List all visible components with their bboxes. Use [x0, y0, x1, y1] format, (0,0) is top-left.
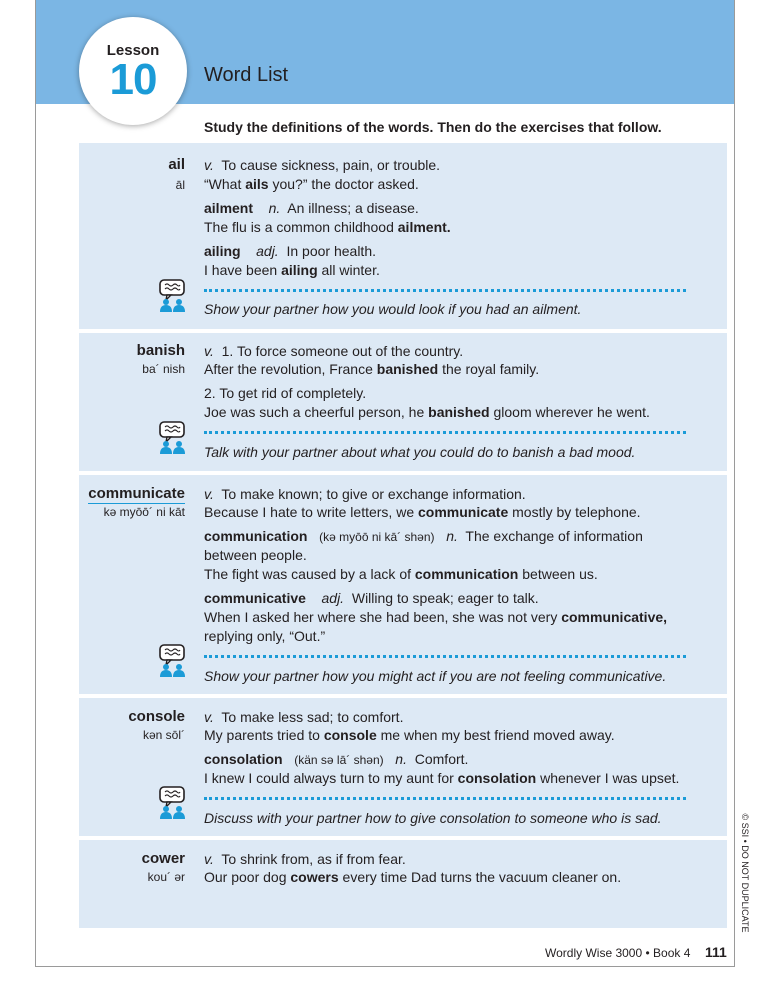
- example-text: The flu is a common childhood: [204, 219, 398, 235]
- example-word: ails: [245, 176, 269, 192]
- example-line: [204, 869, 621, 885]
- example-line: [204, 770, 679, 786]
- definition-line: [204, 200, 419, 216]
- example-text: Because I hate to write letters, we: [204, 504, 418, 520]
- example-text: every time Dad turns the vacuum cleaner on.: [338, 869, 622, 885]
- part-of-speech: adj.: [321, 590, 345, 606]
- example-text: After the revolution, France: [204, 361, 377, 377]
- example-word: communicate: [418, 504, 509, 520]
- example-word: communication: [414, 566, 519, 582]
- example-word: banished: [376, 361, 439, 377]
- headword: console: [128, 708, 185, 725]
- copyright-notice: [735, 815, 755, 930]
- example-text: replying only, “Out.”: [204, 628, 326, 644]
- example-line: [204, 262, 380, 278]
- part-of-speech: n.: [268, 200, 281, 216]
- dotted-divider: [204, 655, 686, 658]
- part-of-speech: v.: [204, 709, 214, 725]
- definition-text: The exchange of information: [465, 528, 643, 544]
- example-word: banished: [428, 404, 490, 420]
- derived-pronunciation: (kän sə lā´ shən): [294, 753, 384, 767]
- lesson-label: Lesson: [106, 42, 160, 59]
- example-text: you?” the doctor asked.: [268, 176, 419, 192]
- definition-line: [204, 243, 376, 259]
- example-word: cowers: [290, 869, 339, 885]
- lesson-number: 10: [109, 55, 157, 104]
- example-text: Our poor dog: [204, 869, 291, 885]
- definition-text: An illness; a disease.: [287, 200, 419, 216]
- part-of-speech: v.: [204, 157, 214, 173]
- headword: communicate: [88, 485, 185, 502]
- talk-with-partner-icon: [158, 786, 188, 820]
- part-of-speech: adj.: [256, 243, 279, 259]
- definition-line: [204, 343, 463, 359]
- definition-text: In poor health.: [286, 243, 376, 259]
- example-text: I have been: [204, 262, 282, 278]
- definition-text: 1. To force someone out of the country.: [221, 343, 464, 359]
- definition-line: [204, 385, 366, 401]
- pronunciation: kou´ ər: [147, 870, 185, 884]
- definition-line: [204, 486, 526, 502]
- talk-with-partner-icon: [158, 279, 188, 313]
- lesson-badge: [79, 17, 187, 125]
- definition-text: Comfort.: [414, 751, 469, 767]
- example-word: console: [323, 727, 377, 743]
- example-text: Joe was such a cheerful person, he: [204, 404, 429, 420]
- example-text: “What: [204, 176, 246, 192]
- example-text: I knew I could always turn to my aunt for: [204, 770, 458, 786]
- example-text: all winter.: [317, 262, 380, 278]
- part-of-speech: n.: [395, 751, 407, 767]
- example-word: ailment.: [397, 219, 451, 235]
- example-text: When I asked her where she had been, she was not very: [204, 609, 562, 625]
- example-word: communicative,: [561, 609, 668, 625]
- example-line: [204, 504, 641, 520]
- instructions: Study the definitions of the words. Then do the exercises that follow.: [204, 119, 662, 135]
- example-line: [204, 219, 451, 235]
- example-line: [204, 361, 539, 377]
- example-text: mostly by telephone.: [508, 504, 641, 520]
- definition-line: [204, 751, 468, 767]
- example-text: the royal family.: [438, 361, 540, 377]
- entry-banish: [79, 333, 727, 471]
- dotted-divider: [204, 797, 686, 800]
- dotted-divider: [204, 289, 686, 292]
- derived-word: consolation: [204, 751, 283, 767]
- example-text: gloom wherever he went.: [489, 404, 650, 420]
- definition-line: [204, 157, 440, 173]
- part-of-speech: v.: [204, 851, 214, 867]
- pronunciation: kən sōl´: [142, 728, 185, 742]
- derived-word: ailment: [204, 200, 254, 216]
- talk-with-partner-icon: [158, 421, 188, 455]
- example-line: [204, 609, 667, 625]
- partner-prompt: Show your partner how you would look if you had an ailment.: [204, 301, 582, 317]
- definition-line: [204, 851, 406, 867]
- headword: cower: [141, 850, 185, 867]
- entry-communicate: [79, 475, 727, 694]
- pronunciation: kə myōō´ ni kāt: [103, 505, 185, 519]
- talk-with-partner-icon: [158, 644, 188, 678]
- part-of-speech: v.: [204, 343, 214, 359]
- example-text: My parents tried to: [204, 727, 324, 743]
- definition-text: To make less sad; to comfort.: [221, 709, 404, 725]
- definition-line: [204, 709, 403, 725]
- dotted-divider: [204, 431, 686, 434]
- partner-prompt: Discuss with your partner how to give consolation to someone who is sad.: [204, 810, 662, 826]
- page-number: 111: [705, 944, 727, 960]
- part-of-speech: n.: [446, 528, 458, 544]
- partner-prompt: Talk with your partner about what you could do to banish a bad mood.: [204, 444, 636, 460]
- pronunciation: ba´ nish: [142, 362, 185, 376]
- part-of-speech: v.: [204, 486, 214, 502]
- example-word: ailing: [281, 262, 318, 278]
- derived-word: communicative: [204, 590, 306, 606]
- definition-line: [204, 590, 539, 606]
- definition-text: Willing to speak; eager to talk.: [351, 590, 539, 606]
- example-line: [204, 628, 325, 644]
- entry-cower: [79, 840, 727, 928]
- example-word: consolation: [457, 770, 537, 786]
- headword: banish: [136, 342, 185, 359]
- definition-text: To make known; to give or exchange information.: [221, 486, 526, 502]
- entry-console: [79, 698, 727, 836]
- example-text: me when my best friend moved away.: [376, 727, 615, 743]
- page-title: Word List: [204, 64, 289, 86]
- definition-text: 2. To get rid of completely.: [204, 385, 367, 401]
- entry-ail: [79, 143, 727, 329]
- example-line: [204, 566, 598, 582]
- definition-line: [204, 528, 643, 544]
- copyright-text: © SSI • DO NOT DUPLICATE: [740, 813, 750, 932]
- example-text: between us.: [518, 566, 598, 582]
- pronunciation: āl: [175, 178, 185, 192]
- example-line: [204, 404, 650, 420]
- derived-pronunciation: (kə myōō ni kā´ shən): [319, 530, 435, 544]
- example-line: [204, 176, 419, 192]
- footer-book-title: Wordly Wise 3000 • Book 4: [545, 946, 691, 960]
- example-text: whenever I was upset.: [536, 770, 680, 786]
- definition-text: To cause sickness, pain, or trouble.: [221, 157, 441, 173]
- headword: ail: [168, 156, 185, 173]
- definition-line: [204, 547, 307, 563]
- partner-prompt: Show your partner how you might act if you are not feeling communicative.: [204, 668, 667, 684]
- derived-word: communication: [204, 528, 308, 544]
- example-line: [204, 727, 615, 743]
- example-text: The fight was caused by a lack of: [204, 566, 415, 582]
- definition-text: To shrink from, as if from fear.: [221, 851, 406, 867]
- definition-text: between people.: [204, 547, 307, 563]
- derived-word: ailing: [204, 243, 241, 259]
